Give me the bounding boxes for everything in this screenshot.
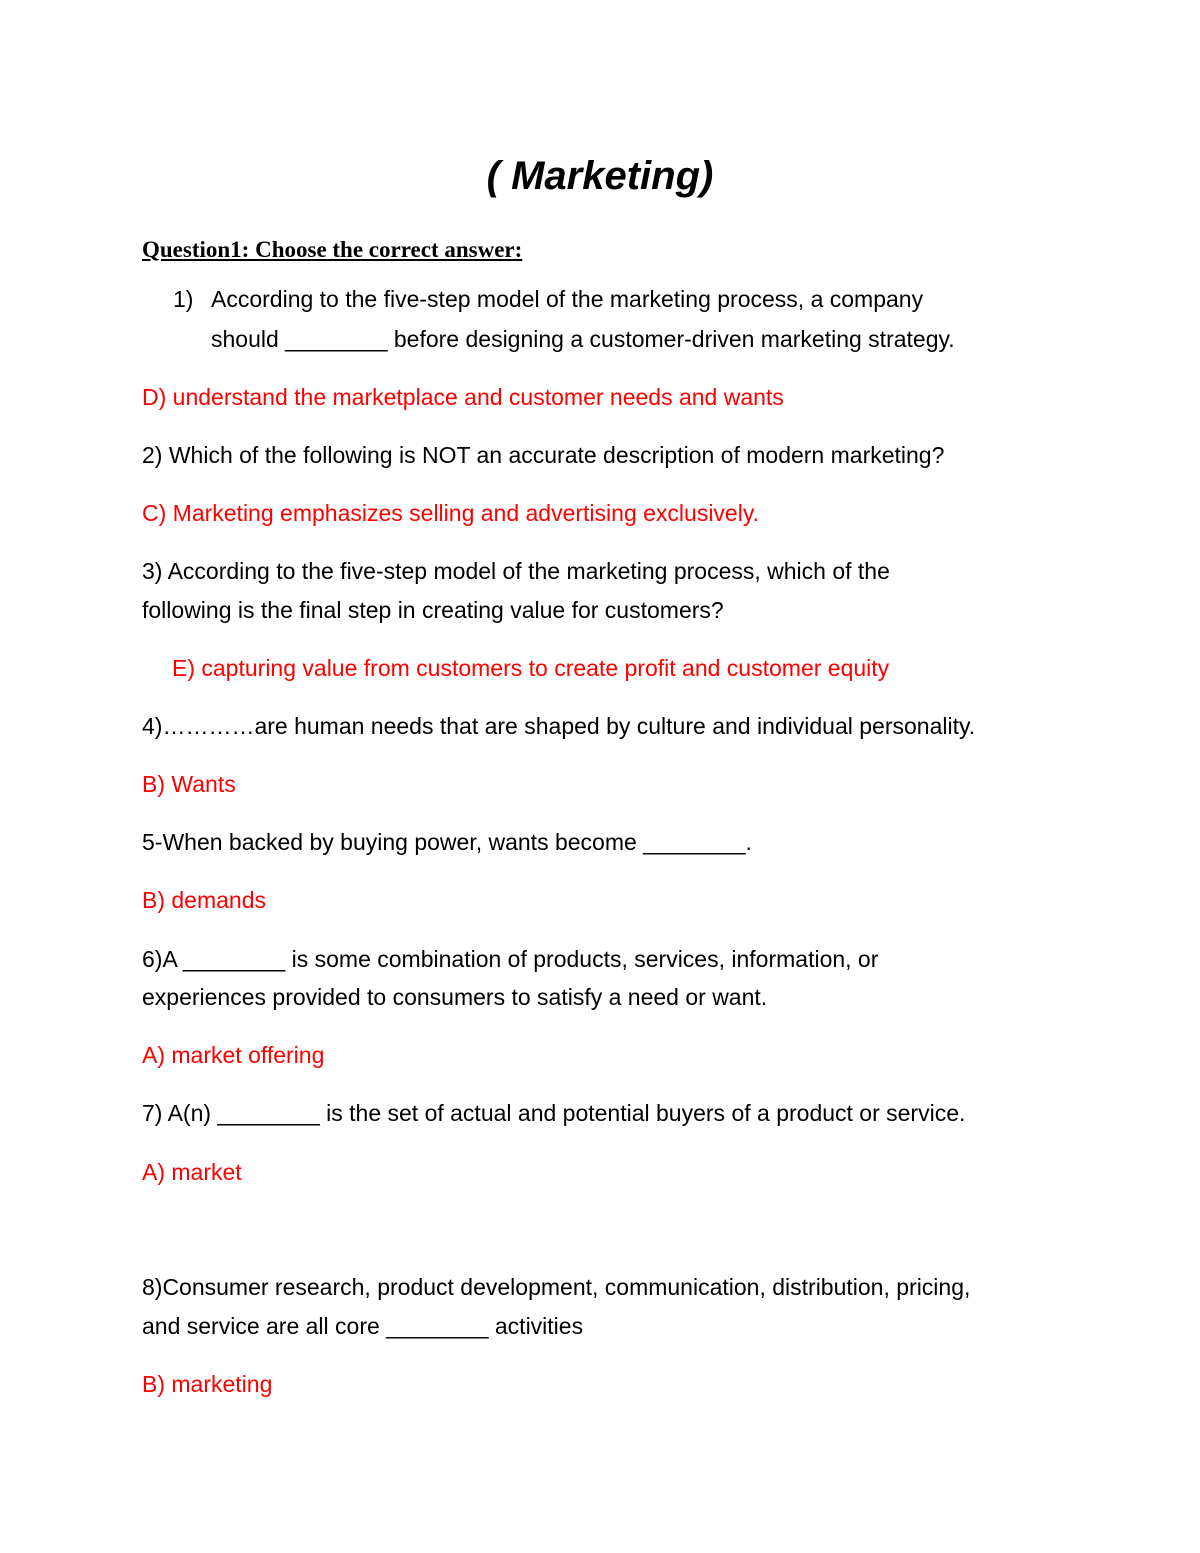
question-4-line-1: 4)…………are human needs that are shaped by culture and individual personality.	[142, 713, 976, 739]
answer-4: B) Wants	[142, 771, 236, 797]
question-3-line-2: following is the final step in creating value for customers?	[142, 597, 724, 623]
answer-6: A) market offering	[142, 1042, 325, 1068]
question-6-line-1: 6)A ________ is some combination of products, services, information, or	[142, 946, 879, 972]
document-title: ( Marketing)	[486, 154, 714, 198]
question-2-line-1: 2) Which of the following is NOT an accurate description of modern marketing?	[142, 442, 945, 468]
answer-5: B) demands	[142, 887, 267, 913]
question-1-line-2: should ________ before designing a customer-driven marketing strategy.	[211, 326, 955, 352]
question-1-number: 1)	[173, 286, 194, 312]
question-3-line-1: 3) According to the five-step model of the marketing process, which of the	[142, 558, 890, 584]
answer-8: B) marketing	[142, 1371, 273, 1397]
question-7-line-1: 7) A(n) ________ is the set of actual and potential buyers of a product or service.	[142, 1100, 966, 1126]
answer-7: A) market	[142, 1159, 242, 1185]
answer-2: C) Marketing emphasizes selling and advertising exclusively.	[142, 500, 760, 526]
question-1-line-1: According to the five-step model of the marketing process, a company	[211, 286, 924, 312]
section-heading: Question1: Choose the correct answer:	[142, 237, 523, 262]
answer-1: D) understand the marketplace and customer needs and wants	[142, 384, 784, 410]
question-8-line-1: 8)Consumer research, product development, communication, distribution, pricing,	[142, 1274, 971, 1300]
question-5-line-1: 5-When backed by buying power, wants become ________.	[142, 829, 752, 855]
answer-3: E) capturing value from customers to create profit and customer equity	[172, 655, 890, 681]
question-6-line-2: experiences provided to consumers to satisfy a need or want.	[142, 984, 768, 1010]
question-8-line-2: and service are all core ________ activities	[142, 1313, 584, 1339]
